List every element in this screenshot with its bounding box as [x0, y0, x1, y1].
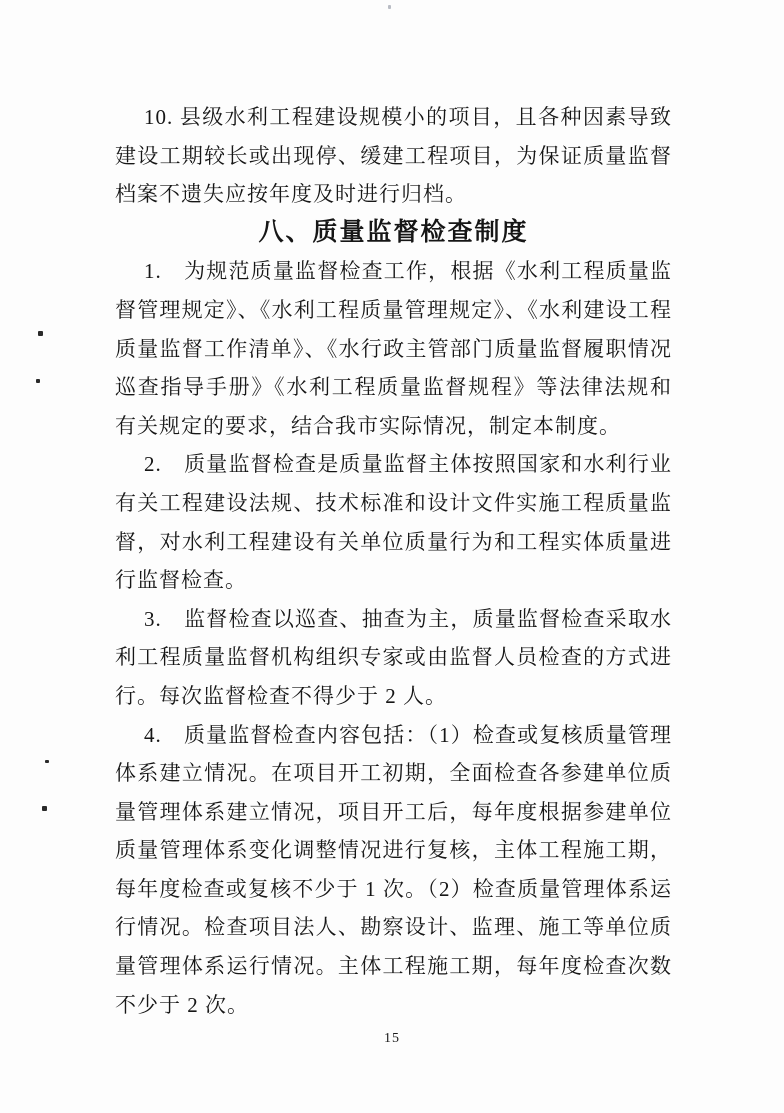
section-heading: 八、质量监督检查制度 — [258, 218, 529, 246]
paragraph-item-10: 10. 县级水利工程建设规模小的项目，且各种因素导致建设工期较长或出现停、缓建工程项目，为保证质量监督档案不遗失应按年度及时进行归档。 — [115, 105, 672, 207]
scan-speck — [42, 806, 47, 811]
scan-speck — [36, 379, 40, 383]
scan-speck — [45, 760, 49, 763]
paragraph-item-1: 1. 为规范质量监督检查工作，根据《水利工程质量监督管理规定》、《水利工程质量管理规定》、《水利建设工程质量监督工作清单》、《水行政主管部门质量监督履职情况巡查指导手册》《水利工程质量监督规程》等法律法规和有关规定的要求，结合我市实际情况，制定本制度。 — [115, 259, 672, 438]
paragraph-item-4: 4. 质量监督检查内容包括：（1）检查或复核质量管理体系建立情况。在项目开工初期，全面检查各参建单位质量管理体系建立情况，项目开工后，每年度根据参建单位质量管理体系变化调整情况进行复核，主体工程施工期，每年度检查或复核不少于 1 次。（2）检查质量管理体系运行情况。检查项目法人、勘察设计、监理、施工等单位质量管理体系运行情况。主体工程施工期，每年度检查次数不少于 2 次。 — [115, 722, 672, 1017]
scan-speck — [388, 5, 391, 9]
paragraph-item-2: 2. 质量监督检查是质量监督主体按照国家和水利行业有关工程建设法规、技术标准和设计文件实施工程质量监督，对水利工程建设有关单位质量行为和工程实体质量进行监督检查。 — [115, 452, 672, 593]
paragraph-item-3: 3. 监督检查以巡查、抽查为主，质量监督检查采取水利工程质量监督机构组织专家或由监督人员检查的方式进行。每次监督检查不得少于 2 人。 — [115, 606, 672, 708]
document-body — [115, 98, 672, 1024]
scan-speck — [38, 331, 43, 336]
page-number: 15 — [384, 1031, 400, 1046]
